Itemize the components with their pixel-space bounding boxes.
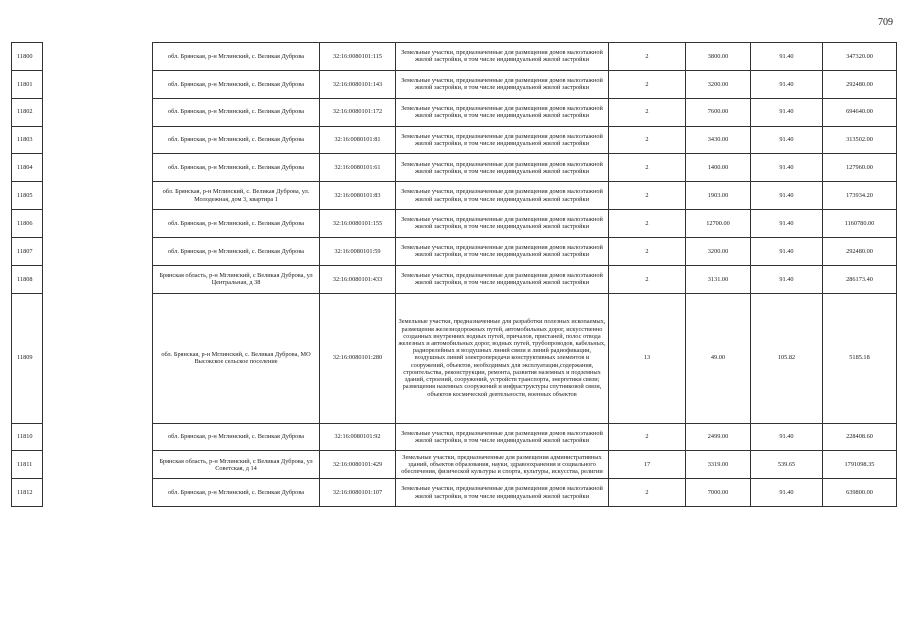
land-use-cell: Земельные участки, предназначенные для размещения домов малоэтажной жилой застройки, в том числе индивидуальной жилой застройки [396,210,609,238]
group-number-cell: 17 [609,451,686,479]
land-use-cell: Земельные участки, предназначенные для размещения домов малоэтажной жилой застройки, в том числе индивидуальной жилой застройки [396,182,609,210]
cadastral-number-cell: 32:16:0080101:81 [320,126,396,154]
cadastral-value-cell: 127960.00 [823,154,897,182]
specific-value-cell: 91.40 [751,43,823,71]
table-row [12,210,43,238]
land-use-cell: Земельные участки, предназначенные для разработки полезных ископаемых, размещения железнодорожных путей, автомобильных дорог, искусственно созданных внутренних водных путей, причалов, пристаней, полос отвода железных и автомобильных дорог, водных путей, трубопроводов, кабельных, радиорелейных и воздушных линий связи и линий радиофикации, воздушных линий электропередачи конструктивных элементов и сооружений, объектов, необходимых для эксплуатации,содержания, строительства, реконструкции, ремонта, развития наземных и подземных зданий, строений, сооружений, устройств транспорта, энергетики связи; размещения наземных сооружений и инфраструктуры спутниковой связи, объектов космической деятельности, военных объектов [396,293,609,423]
address-cell: обл. Брянская, р-н Мглинский, с. Великая Дуброва [153,126,320,154]
cadastral-number-cell: 32:16:0080101:429 [320,451,396,479]
table-row [12,126,43,154]
area-cell: 3131.00 [686,265,751,293]
address-cell: обл. Брянская, р-н Мглинский, с. Великая Дуброва [153,154,320,182]
table-row [153,265,897,293]
row-number-cell: 11807 [12,237,43,265]
table-row [153,451,897,479]
land-use-cell: Земельные участки, предназначенные для размещения домов малоэтажной жилой застройки, в том числе индивидуальной жилой застройки [396,423,609,451]
specific-value-cell: 539.65 [751,451,823,479]
land-plots-table [152,42,897,507]
row-number-cell: 11811 [12,451,43,479]
group-number-cell: 2 [609,479,686,507]
area-cell: 7600.00 [686,98,751,126]
row-number-cell: 11803 [12,126,43,154]
address-cell: обл. Брянская, р-н Мглинский, с. Великая Дуброва [153,70,320,98]
table-row [12,237,43,265]
specific-value-cell: 91.40 [751,98,823,126]
area-cell: 49.00 [686,293,751,423]
area-cell: 12700.00 [686,210,751,238]
cadastral-value-cell: 286173.40 [823,265,897,293]
land-use-cell: Земельные участки, предназначенные для размещения домов малоэтажной жилой застройки, в том числе индивидуальной жилой застройки [396,154,609,182]
land-use-cell: Земельные участки, предназначенные для размещения домов малоэтажной жилой застройки, в том числе индивидуальной жилой застройки [396,237,609,265]
land-use-cell: Земельные участки, предназначенные для размещения домов малоэтажной жилой застройки, в том числе индивидуальной жилой застройки [396,43,609,71]
address-cell: обл. Брянская, р-н Мглинский, с. Великая Дуброва [153,237,320,265]
row-number-cell: 11801 [12,70,43,98]
table-row [12,451,43,479]
address-cell: обл. Брянская, р-н Мглинский, с. Великая Дуброва, МО Высокское сельское поселение [153,293,320,423]
land-use-cell: Земельные участки, предназначенные для размещения домов малоэтажной жилой застройки, в том числе индивидуальной жилой застройки [396,265,609,293]
table-row [153,70,897,98]
row-number-cell: 11808 [12,265,43,293]
specific-value-cell: 91.40 [751,237,823,265]
cadastral-number-cell: 32:16:0080101:155 [320,210,396,238]
table-row [12,98,43,126]
table-row [12,70,43,98]
row-number-cell: 11806 [12,210,43,238]
row-number-cell: 11802 [12,98,43,126]
area-cell: 3430.00 [686,126,751,154]
cadastral-number-cell: 32:16:0080101:107 [320,479,396,507]
cadastral-value-cell: 347320.00 [823,43,897,71]
area-cell: 3800.00 [686,43,751,71]
cadastral-value-cell: 1791098.35 [823,451,897,479]
group-number-cell: 2 [609,98,686,126]
address-cell: Брянская область, р-н Мглинский, с Великая Дуброва, ул Советская, д 14 [153,451,320,479]
group-number-cell: 2 [609,423,686,451]
cadastral-value-cell: 228408.60 [823,423,897,451]
specific-value-cell: 91.40 [751,182,823,210]
area-cell: 3200.00 [686,237,751,265]
table-row [153,154,897,182]
row-number-cell: 11804 [12,154,43,182]
area-cell: 2499.00 [686,423,751,451]
row-number-column [11,42,43,507]
land-use-cell: Земельные участки, предназначенные для размещения домов малоэтажной жилой застройки, в том числе индивидуальной жилой застройки [396,126,609,154]
specific-value-cell: 91.40 [751,423,823,451]
group-number-cell: 2 [609,182,686,210]
land-use-cell: Земельные участки, предназначенные для размещения домов малоэтажной жилой застройки, в том числе индивидуальной жилой застройки [396,98,609,126]
specific-value-cell: 91.40 [751,126,823,154]
table-row [12,182,43,210]
cadastral-value-cell: 313502.00 [823,126,897,154]
table-row [153,98,897,126]
table-row [12,293,43,423]
address-cell: обл. Брянская, р-н Мглинский, с. Великая Дуброва [153,423,320,451]
table-row [153,479,897,507]
area-cell: 7000.00 [686,479,751,507]
table-row [153,43,897,71]
cadastral-number-cell: 32:16:0080101:143 [320,70,396,98]
cadastral-value-cell: 292480.00 [823,70,897,98]
group-number-cell: 2 [609,126,686,154]
cadastral-number-cell: 32:16:0080101:61 [320,154,396,182]
address-cell: Брянская область, р-н Мглинский, с Великая Дуброва, ул Центральная, д 38 [153,265,320,293]
cadastral-value-cell: 292480.00 [823,237,897,265]
group-number-cell: 2 [609,154,686,182]
land-use-cell: Земельные участки, предназначенные для размещения административных зданий, объектов образования, науки, здравоохранения и социального обеспечения, физической культуры и спорта, культуры, искусства, религии [396,451,609,479]
address-cell: обл. Брянская, р-н Мглинский, с. Великая Дуброва [153,98,320,126]
address-cell: обл. Брянская, р-н Мглинский, с. Великая Дуброва, ул. Молодежная, дом 3, квартира 1 [153,182,320,210]
area-cell: 3200.00 [686,70,751,98]
address-cell: обл. Брянская, р-н Мглинский, с. Великая Дуброва [153,210,320,238]
table-row [153,182,897,210]
group-number-cell: 2 [609,210,686,238]
group-number-cell: 13 [609,293,686,423]
table-row [12,43,43,71]
cadastral-value-cell: 173934.20 [823,182,897,210]
specific-value-cell: 91.40 [751,479,823,507]
group-number-cell: 2 [609,70,686,98]
row-number-cell: 11800 [12,43,43,71]
row-number-cell: 11812 [12,479,43,507]
specific-value-cell: 91.40 [751,70,823,98]
cadastral-number-cell: 32:16:0080101:172 [320,98,396,126]
cadastral-number-cell: 32:16:0080101:83 [320,182,396,210]
table-row [12,423,43,451]
area-cell: 1903.00 [686,182,751,210]
cadastral-value-cell: 5185.18 [823,293,897,423]
address-cell: обл. Брянская, р-н Мглинский, с. Великая Дуброва [153,43,320,71]
group-number-cell: 2 [609,265,686,293]
page-number: 709 [878,17,893,28]
cadastral-value-cell: 1160780.00 [823,210,897,238]
table-row [12,479,43,507]
address-cell: обл. Брянская, р-н Мглинский, с. Великая Дуброва [153,479,320,507]
table-row [153,126,897,154]
cadastral-value-cell: 694640.00 [823,98,897,126]
specific-value-cell: 105.82 [751,293,823,423]
specific-value-cell: 91.40 [751,154,823,182]
cadastral-value-cell: 639800.00 [823,479,897,507]
row-number-cell: 11809 [12,293,43,423]
table-row [153,210,897,238]
row-number-cell: 11810 [12,423,43,451]
cadastral-number-cell: 32:16:0080101:280 [320,293,396,423]
area-cell: 3319.00 [686,451,751,479]
table-row [12,154,43,182]
table-row [153,293,897,423]
cadastral-number-cell: 32:16:0080101:115 [320,43,396,71]
land-use-cell: Земельные участки, предназначенные для размещения домов малоэтажной жилой застройки, в том числе индивидуальной жилой застройки [396,70,609,98]
cadastral-number-cell: 32:16:0080101:59 [320,237,396,265]
area-cell: 1400.00 [686,154,751,182]
table-row [153,423,897,451]
group-number-cell: 2 [609,237,686,265]
cadastral-number-cell: 32:16:0080101:92 [320,423,396,451]
group-number-cell: 2 [609,43,686,71]
land-use-cell: Земельные участки, предназначенные для размещения домов малоэтажной жилой застройки, в том числе индивидуальной жилой застройки [396,479,609,507]
table-row [12,265,43,293]
row-number-cell: 11805 [12,182,43,210]
cadastral-number-cell: 32:16:0080101:433 [320,265,396,293]
specific-value-cell: 91.40 [751,265,823,293]
table-row [153,237,897,265]
specific-value-cell: 91.40 [751,210,823,238]
